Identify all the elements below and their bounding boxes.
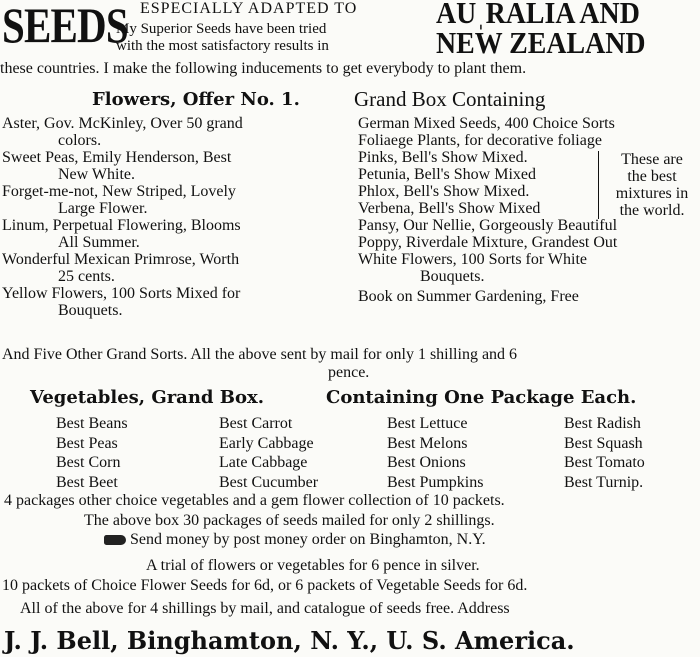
offer-footer: And Five Other Grand Sorts. All the above sent by mail for only 1 shilling and 6 xyxy=(2,346,518,363)
intro-text xyxy=(116,21,329,55)
bracket-line: the best xyxy=(627,168,677,185)
list-item: Best Onions xyxy=(387,454,466,471)
vegetables-col-3 xyxy=(387,414,483,492)
list-item: Phlox, Bell's Show Mixed. xyxy=(358,183,530,200)
list-item: Petunia, Bell's Show Mixed xyxy=(358,166,536,183)
advertiser-signature: J. J. Bell, Binghamton, N. Y., U. S. America. xyxy=(4,626,575,655)
bracket-line: These are xyxy=(621,151,683,168)
region-new-zealand: NEW ZEALAND xyxy=(436,25,646,60)
list-item: Best Carrot xyxy=(219,415,293,432)
grandbox-title: Grand Box Containing xyxy=(354,87,546,111)
vegetables-title-2: Containing One Package Each. xyxy=(326,387,637,408)
list-item: Best Cucumber xyxy=(219,473,319,491)
list-item: Bouquets. xyxy=(58,302,123,319)
list-item: Best Pumpkins xyxy=(387,473,484,491)
list-item: Best Beans xyxy=(56,415,128,432)
vegetables-col-1 xyxy=(56,414,128,492)
list-item: colors. xyxy=(58,132,102,149)
vegetables-title: Vegetables, Grand Box. xyxy=(30,387,264,408)
list-item: German Mixed Seeds, 400 Choice Sorts xyxy=(358,115,615,132)
offer-footer-cont: pence. xyxy=(328,364,370,381)
list-item: Aster, Gov. McKinley, Over 50 grand xyxy=(2,115,243,132)
seeds-headline: SEEDS xyxy=(2,0,128,53)
list-item: Pinks, Bell's Show Mixed. xyxy=(358,149,528,166)
flowers-title: Flowers, Offer No. 1. xyxy=(92,89,300,110)
list-item: 25 cents. xyxy=(58,268,115,285)
list-item: Best Lettuce xyxy=(387,415,468,432)
list-item: New White. xyxy=(58,166,136,183)
list-item: Book on Summer Gardening, Free xyxy=(358,288,579,305)
pointing-hand-icon xyxy=(104,535,126,545)
list-item: Yellow Flowers, 100 Sorts Mixed for xyxy=(2,285,241,302)
closing-line-2: The above box 30 packages of seeds mailed for only 2 shillings. xyxy=(84,512,495,529)
closing-line-1: 4 packages other choice vegetables and a gem flower collection of 10 packets. xyxy=(4,492,505,509)
intro-line-3: these countries. I make the following inducements to get everybody to plant them. xyxy=(0,60,527,77)
closing-line-5: 10 packets of Choice Flower Seeds for 6d, or 6 packets of Vegetable Seeds for 6d. xyxy=(2,577,528,594)
vegetables-col-2 xyxy=(219,414,318,492)
list-item: Best Squash xyxy=(564,434,643,452)
region-australia: AUˌRALIA AND xyxy=(436,0,640,30)
intro-line-2: with the most satisfactory results in xyxy=(116,38,329,54)
bracket-line: mixtures in xyxy=(615,185,689,202)
list-item: Best Corn xyxy=(56,454,121,471)
list-item: Early Cabbage xyxy=(219,434,314,452)
closing-line-3 xyxy=(104,531,486,549)
closing-line-3-text: Send money by post money order on Binghamton, N.Y. xyxy=(130,531,486,548)
list-item: Best Beet xyxy=(56,473,118,491)
flowers-list xyxy=(2,115,342,319)
list-item: Best Melons xyxy=(387,434,468,452)
list-item: Pansy, Our Nellie, Gorgeously Beautiful xyxy=(358,217,618,234)
closing-line-4: A trial of flowers or vegetables for 6 pence in silver. xyxy=(146,557,480,574)
list-item: Wonderful Mexican Primrose, Worth xyxy=(2,251,240,268)
list-item: Forget-me-not, New Striped, Lovely xyxy=(2,183,236,200)
closing-line-6: All of the above for 4 shillings by mail, and catalogue of seeds free. Address xyxy=(20,600,510,617)
bracket-note xyxy=(604,151,700,219)
list-item: Best Turnip. xyxy=(564,473,644,491)
bracket-line: the world. xyxy=(619,202,685,219)
list-item: Late Cabbage xyxy=(219,454,308,471)
list-item: Bouquets. xyxy=(420,268,485,285)
bracket-divider xyxy=(598,151,599,219)
list-item: White Flowers, 100 Sorts for White xyxy=(358,251,588,268)
intro-line-1: My Superior Seeds have been tried xyxy=(116,21,327,37)
vegetables-col-4 xyxy=(564,414,645,492)
list-item: Sweet Peas, Emily Henderson, Best xyxy=(2,149,232,166)
list-item: Best Tomato xyxy=(564,454,645,471)
list-item: Large Flower. xyxy=(58,200,148,217)
list-item: Poppy, Riverdale Mixture, Grandest Out xyxy=(358,234,618,251)
list-item: Best Radish xyxy=(564,415,641,432)
list-item: Best Peas xyxy=(56,434,118,452)
list-item: Verbena, Bell's Show Mixed xyxy=(358,200,541,217)
list-item: Foliaege Plants, for decorative foliage xyxy=(358,132,602,149)
tagline: ESPECIALLY ADAPTED TO xyxy=(140,0,358,17)
list-item: All Summer. xyxy=(58,234,140,251)
list-item: Linum, Perpetual Flowering, Blooms xyxy=(2,217,241,234)
